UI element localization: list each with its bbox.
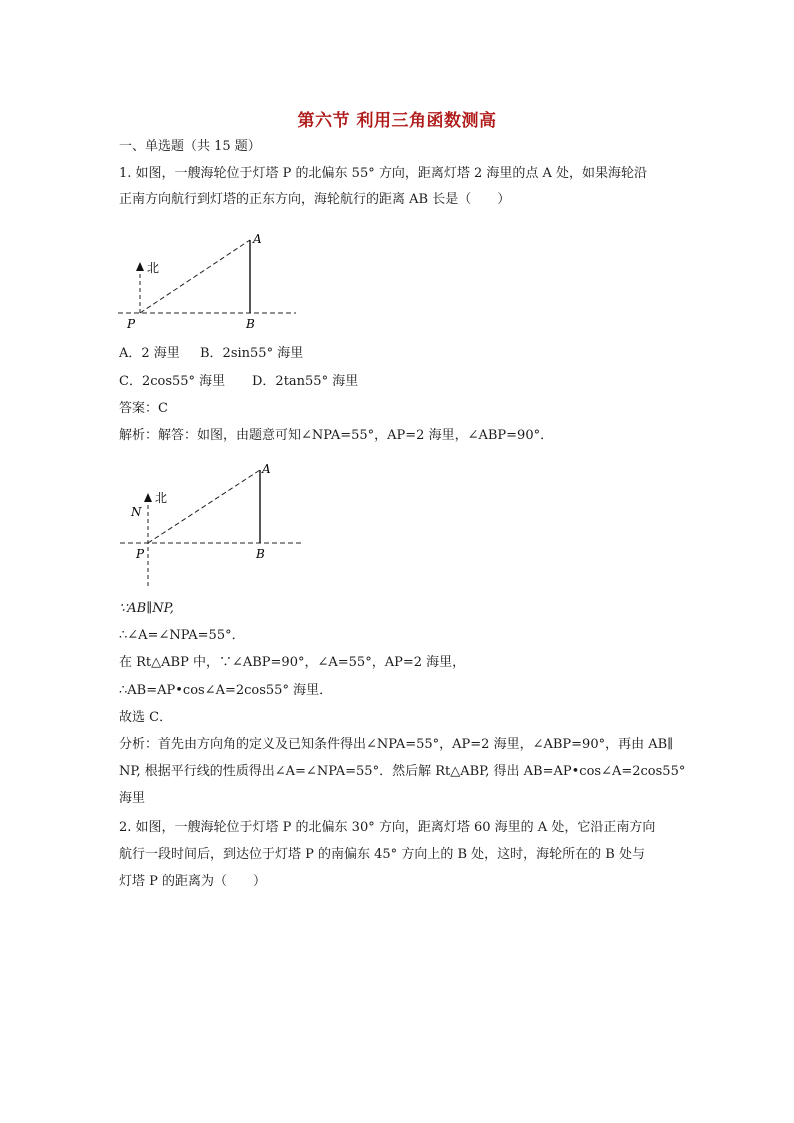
fig1-north-label: 北 <box>147 261 160 275</box>
fig2-label-a: A <box>262 462 271 476</box>
q1-analysis-line1: 解析：解答：如图，由题意可知∠NPA=55°，AP=2 海里，∠ABP=90°． <box>119 428 554 443</box>
q1-option-d: D．2tan55° 海里 <box>252 374 359 389</box>
section-heading: 一、单选题（共 15 题） <box>119 139 261 154</box>
q1-answer: 答案：C <box>119 401 168 416</box>
q1-figure <box>118 226 308 336</box>
fig2-line-pa <box>148 470 260 543</box>
q1-option-b: B．2sin55° 海里 <box>200 346 304 361</box>
fig2-label-p: P <box>136 547 145 561</box>
q1-fenxi-line3: 海里 <box>119 791 146 806</box>
fig2-label-n: N <box>131 505 142 519</box>
q1-option-c: C．2cos55° 海里 <box>119 374 226 389</box>
q1-option-a: A．2 海里 <box>119 346 180 361</box>
q2-text-line1: 2. 如图，一艘海轮位于灯塔 P 的北偏东 30° 方向，距离灯塔 60 海里的 A 处，它沿正南方向 <box>119 820 656 835</box>
fig2-label-b: B <box>256 547 265 561</box>
q1-solution-figure <box>118 458 318 588</box>
fig1-line-pa <box>140 240 250 313</box>
fig1-label-b: B <box>246 317 255 331</box>
fig1-label-p: P <box>127 317 136 331</box>
fig1-north-arrow-icon <box>136 262 144 271</box>
q2-text-line3: 灯塔 P 的距离为（ ） <box>119 874 267 889</box>
fig2-north-label: 北 <box>155 491 168 505</box>
q1-therefore2: ∴AB=AP•cos∠A=2cos55° 海里． <box>119 683 333 698</box>
q1-therefore1: ∴∠A=∠NPA=55°． <box>119 628 245 643</box>
q2-text-line2: 航行一段时间后，到达位于灯塔 P 的南偏东 45° 方向上的 B 处，这时，海轮所在的 B 处与 <box>119 847 645 862</box>
page-title: 第六节 利用三角函数测高 <box>297 111 497 131</box>
fig1-label-a: A <box>253 232 262 246</box>
q1-choose: 故选 C． <box>119 710 173 725</box>
q1-because: ∵AB∥NP, <box>119 601 174 616</box>
q1-text-line1: 1. 如图，一艘海轮位于灯塔 P 的北偏东 55° 方向，距离灯塔 2 海里的点 A 处，如果海轮沿 <box>119 166 648 181</box>
q1-text-line2: 正南方向航行到灯塔的正东方向，海轮航行的距离 AB 长是（ ） <box>119 192 511 207</box>
q1-fenxi-line2: NP, 根据平行线的性质得出∠A=∠NPA=55°．然后解 Rt△ABP, 得出 AB=AP•cos∠A=2cos55° <box>119 764 686 779</box>
fig2-north-arrow-icon <box>144 493 152 502</box>
q1-fenxi-line1: 分析：首先由方向角的定义及已知条件得出∠NPA=55°，AP=2 海里，∠ABP=90°，再由 AB∥ <box>119 737 674 752</box>
q1-in-rt: 在 Rt△ABP 中，∵∠ABP=90°，∠A=55°，AP=2 海里， <box>119 655 466 670</box>
